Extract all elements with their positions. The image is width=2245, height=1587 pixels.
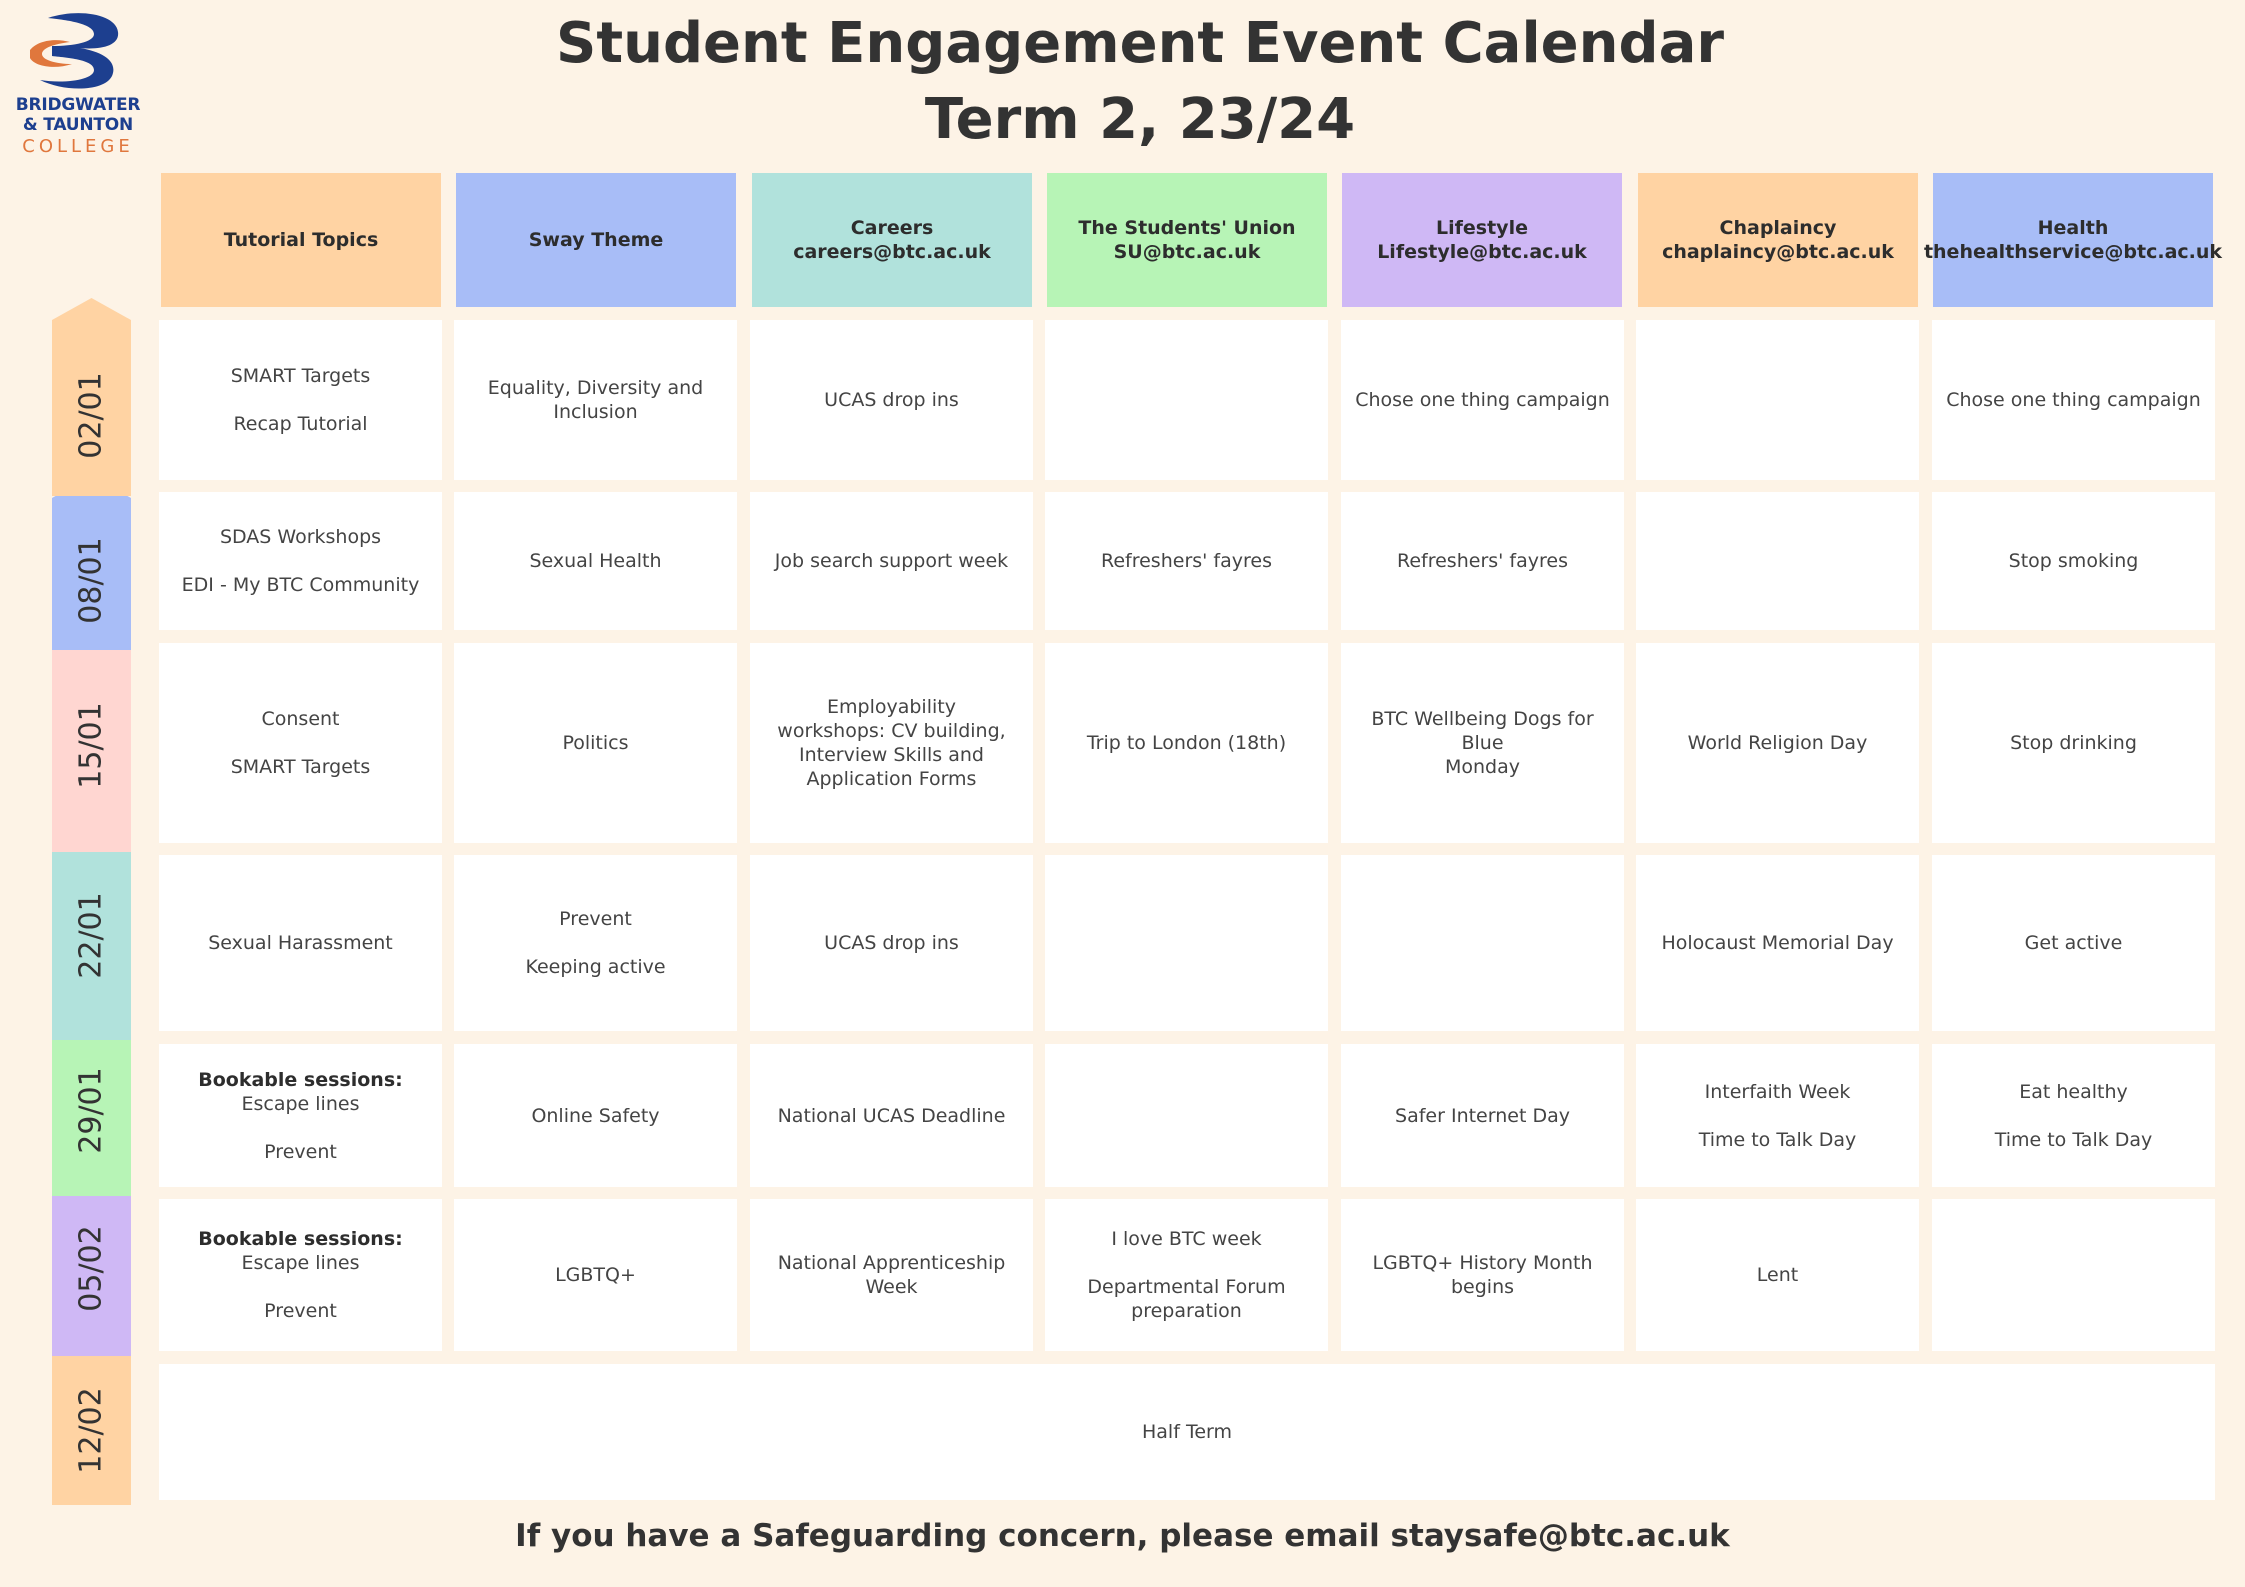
cell-08-01-sway bbox=[454, 492, 737, 630]
cell-22-01-chaplaincy bbox=[1636, 855, 1919, 1031]
cell-22-01-lifestyle bbox=[1341, 855, 1624, 1031]
week-date-label bbox=[52, 1060, 131, 1160]
cell-text: Stop drinking bbox=[2010, 732, 2137, 754]
cell-bold-heading: Bookable sessions: bbox=[198, 1228, 403, 1250]
week-date-text: 08/01 bbox=[74, 536, 109, 624]
week-date-text: 22/01 bbox=[74, 891, 109, 979]
week-date-label bbox=[52, 365, 131, 465]
header-sway-theme: Sway Theme bbox=[456, 173, 736, 307]
cell-text: I love BTC week Departmental Forum preparation bbox=[1087, 1228, 1286, 1322]
cell-text: Get active bbox=[2024, 932, 2123, 954]
cell-text: Sexual Harassment bbox=[208, 932, 393, 954]
cell-05-02-tutorial bbox=[159, 1199, 442, 1351]
cell-08-01-health bbox=[1932, 492, 2215, 630]
safeguarding-footer: If you have a Safeguarding concern, please email staysafe@btc.ac.uk bbox=[515, 1518, 1730, 1554]
cell-15-01-tutorial bbox=[159, 643, 442, 843]
cell-05-02-health bbox=[1932, 1199, 2215, 1351]
cell-15-01-chaplaincy bbox=[1636, 643, 1919, 843]
cell-22-01-health bbox=[1932, 855, 2215, 1031]
cell-02-01-tutorial bbox=[159, 320, 442, 480]
week-date-text: 02/01 bbox=[74, 371, 109, 459]
cell-02-01-careers bbox=[750, 320, 1033, 480]
cell-text: Refreshers' fayres bbox=[1101, 550, 1272, 572]
cell-text: Refreshers' fayres bbox=[1397, 550, 1568, 572]
week-date-label bbox=[52, 885, 131, 985]
cell-15-01-lifestyle bbox=[1341, 643, 1624, 843]
cell-text: Consent SMART Targets bbox=[230, 708, 371, 778]
cell-text: UCAS drop ins bbox=[824, 932, 959, 954]
title-line-1: Student Engagement Event Calendar bbox=[556, 11, 1724, 76]
cell-text: LGBTQ+ History Month begins bbox=[1372, 1252, 1593, 1298]
cell-29-01-chaplaincy bbox=[1636, 1044, 1919, 1187]
logo-line-1: BRIDGWATER bbox=[15, 95, 141, 115]
cell-text: Interfaith Week Time to Talk Day bbox=[1698, 1080, 1857, 1151]
cell-text: Online Safety bbox=[531, 1104, 660, 1127]
header-careers: Careers careers@btc.ac.uk bbox=[752, 173, 1032, 307]
cell-22-01-sway bbox=[454, 855, 737, 1031]
cell-text: Politics bbox=[562, 732, 629, 754]
cell-text: SMART Targets Recap Tutorial bbox=[230, 365, 371, 435]
cell-29-01-sway bbox=[454, 1044, 737, 1187]
week-date-text: 12/02 bbox=[74, 1386, 109, 1474]
cell-text: Prevent Keeping active bbox=[525, 908, 666, 978]
header-students-union: The Students' Union SU@btc.ac.uk bbox=[1047, 173, 1327, 307]
cell-02-01-chaplaincy bbox=[1636, 320, 1919, 480]
week-date-text: 29/01 bbox=[74, 1066, 109, 1154]
cell-08-01-careers bbox=[750, 492, 1033, 630]
title-line-2: Term 2, 23/24 bbox=[924, 87, 1356, 152]
cell-05-02-careers bbox=[750, 1199, 1033, 1351]
week-date-label bbox=[52, 1380, 131, 1480]
cell-29-01-careers bbox=[750, 1044, 1033, 1187]
cell-text: Escape lines Prevent bbox=[241, 1092, 360, 1163]
week-date-label bbox=[52, 1218, 131, 1318]
cell-02-01-health bbox=[1932, 320, 2215, 480]
cell-22-01-su bbox=[1045, 855, 1328, 1031]
cell-29-01-su bbox=[1045, 1044, 1328, 1187]
cell-29-01-tutorial bbox=[159, 1044, 442, 1187]
header-health: Health thehealthservice@btc.ac.uk bbox=[1933, 173, 2213, 307]
week-date-label bbox=[52, 695, 131, 795]
cell-02-01-lifestyle bbox=[1341, 320, 1624, 480]
cell-15-01-su bbox=[1045, 643, 1328, 843]
cell-text: BTC Wellbeing Dogs for Blue Monday bbox=[1371, 708, 1594, 778]
cell-text: Employability workshops: CV building, Interview Skills and Application Forms bbox=[777, 696, 1006, 790]
cell-text: Sexual Health bbox=[529, 550, 662, 572]
cell-22-01-careers bbox=[750, 855, 1033, 1031]
cell-text: Safer Internet Day bbox=[1395, 1104, 1570, 1127]
cell-02-01-su bbox=[1045, 320, 1328, 480]
week-date-text: 15/01 bbox=[74, 701, 109, 789]
cell-05-02-lifestyle bbox=[1341, 1199, 1624, 1351]
cell-08-01-su bbox=[1045, 492, 1328, 630]
header-tutorial-topics: Tutorial Topics bbox=[161, 173, 441, 307]
cell-text: Chose one thing campaign bbox=[1946, 389, 2201, 411]
week-date-label bbox=[52, 530, 131, 630]
header-lifestyle: Lifestyle Lifestyle@btc.ac.uk bbox=[1342, 173, 1622, 307]
cell-05-02-chaplaincy bbox=[1636, 1199, 1919, 1351]
cell-text: Trip to London (18th) bbox=[1086, 732, 1287, 754]
logo-line-3: COLLEGE bbox=[22, 136, 134, 157]
cell-02-01-sway bbox=[454, 320, 737, 480]
cell-text: Stop smoking bbox=[2008, 550, 2139, 572]
cell-08-01-chaplaincy bbox=[1636, 492, 1919, 630]
cell-text: National Apprenticeship Week bbox=[777, 1252, 1006, 1298]
cell-text: Half Term bbox=[1142, 1421, 1232, 1443]
cell-bold-heading: Bookable sessions: bbox=[198, 1068, 403, 1091]
cell-text: Equality, Diversity and Inclusion bbox=[487, 377, 704, 423]
logo-line-2: & TAUNTON bbox=[22, 115, 134, 135]
cell-05-02-su bbox=[1045, 1199, 1328, 1351]
header-chaplaincy: Chaplaincy chaplaincy@btc.ac.uk bbox=[1638, 173, 1918, 307]
cell-15-01-health bbox=[1932, 643, 2215, 843]
cell-15-01-sway bbox=[454, 643, 737, 843]
cell-text: Escape lines Prevent bbox=[241, 1252, 360, 1322]
cell-text: UCAS drop ins bbox=[824, 389, 959, 411]
cell-text: Eat healthy Time to Talk Day bbox=[1994, 1080, 2153, 1151]
cell-text: Job search support week bbox=[774, 550, 1009, 572]
cell-text: Lent bbox=[1756, 1264, 1799, 1286]
cell-05-02-sway bbox=[454, 1199, 737, 1351]
cell-29-01-lifestyle bbox=[1341, 1044, 1624, 1187]
cell-text: National UCAS Deadline bbox=[777, 1104, 1006, 1127]
cell-text: SDAS Workshops EDI - My BTC Community bbox=[181, 526, 420, 596]
cell-text: World Religion Day bbox=[1687, 732, 1868, 754]
cell-text: LGBTQ+ bbox=[555, 1264, 636, 1286]
cell-08-01-tutorial bbox=[159, 492, 442, 630]
cell-22-01-tutorial bbox=[159, 855, 442, 1031]
cell-08-01-lifestyle bbox=[1341, 492, 1624, 630]
cell-15-01-careers bbox=[750, 643, 1033, 843]
cell-half-term bbox=[159, 1364, 2215, 1500]
week-date-text: 05/02 bbox=[74, 1224, 109, 1312]
cell-text: Chose one thing campaign bbox=[1355, 389, 1610, 411]
cell-29-01-health bbox=[1932, 1044, 2215, 1187]
cell-text: Holocaust Memorial Day bbox=[1661, 932, 1894, 954]
